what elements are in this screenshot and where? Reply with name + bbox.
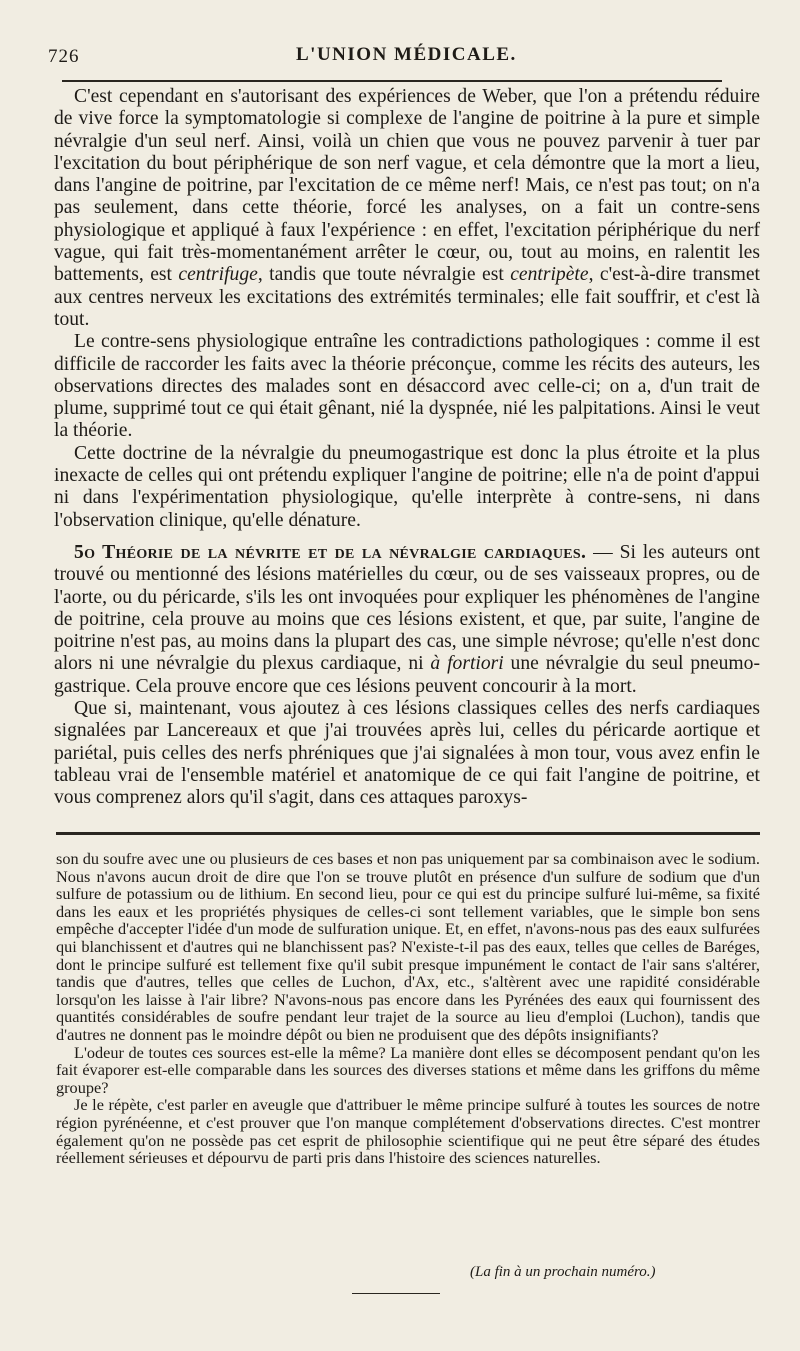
footnote-paragraph-odeur: L'odeur de toutes ces sources est-elle la même? La manière dont elles se décomposent pendant qu'on les fait évaporer est-elle comparable dans les sources des diverses stations et même dans les griffons du même groupe? xyxy=(56,1042,760,1097)
continuation-note: (La fin à un prochain numéro.) xyxy=(470,1264,656,1280)
footnote-paragraph-soufre: son du soufre avec une ou plusieurs de ces bases et non pas uniquement par sa combinaison avec le sodium. Nous n'avons aucun droit de dire que l'on se trouve plutôt en présence d'un sulfure de sodium que d'un sulfure de potassium ou de lithium. En second lieu, pour ce qui est du principe sulfuré lui-même, sa fixité dans les eaux et les propriétés physiques de celles-ci sont tellement variables, que le simple bon sens empêche d'accepter l'idée d'un mode de sulfuration unique. Et, en effet, n'avons-nous pas des eaux sulfurées qui blanchissent et d'autres qui ne blanchissent pas? N'existe-t-il pas des eaux, telles que celles de Baréges, dont le principe sulfuré est tellement fixe qu'il subit presque impunément le contact de l'air sans s'altérer, tandis que d'autres, telles que celles de Luchon, d'Ax, etc., s'altèrent avec une rapidité considérable lorsqu'on les laisse à l'air libre? N'avons-nous pas encore dans les Pyrénées des eaux qui fournissent des quantités considérables de soufre pendant leur trajet de la source au lieu d'emploi (Luchon), tandis que d'autres ne donnent pas le moindre dépôt ou bien ne produisent que des dépôts insignifiants? xyxy=(56,849,760,1044)
running-title: L'UNION MÉDICALE. xyxy=(296,44,517,65)
italic-centripete: centripète xyxy=(510,264,589,286)
paragraph-lesions: Que si, maintenant, vous ajoutez à ces lésions classiques celles des nerfs cardiaques signalées par Lancereaux et que j'ai trouvées après lui, celles du péricarde aortique et pariétal, puis celles des nerfs phréniques que j'ai signalées à mon tour, vous avez enfin le tableau vrai de l'ensemble matériel et anatomique de ce qui fait l'angine de poitrine, et vous comprenez alors qu'il s'agit, dans ces attaques paroxys- xyxy=(54,698,760,809)
italic-centrifuge: centrifuge xyxy=(178,264,258,286)
page-header xyxy=(48,42,728,72)
paragraph-section-5 xyxy=(54,542,760,698)
section-5-text-b: une névralgie du seul pneumo-gastrique. Cela prouve encore que ces lésions peuvent concourir à la mort. xyxy=(54,653,760,697)
footnote-rule xyxy=(56,832,760,835)
paragraph-weber-end: , c'est-à-dire transmet aux centres nerveux les excitations des extrémités terminales; elle fait souffrir, et c'est là tout. xyxy=(54,264,760,330)
footnote-block xyxy=(56,850,760,1167)
paragraph-weber xyxy=(54,86,760,331)
paragraph-contre-sens: Le contre-sens physiologique entraîne les contradictions pathologiques : comme il est difficile de raccorder les faits avec la théorie préconçue, comme les récits des auteurs, les observations directes des malades sont en désaccord avec celle-ci; on a, d'un trait de plume, supprimé tout ce qui était gênant, nié la dyspnée, nié les palpitations. Ainsi le veut la théorie. xyxy=(54,331,760,442)
paragraph-weber-text: C'est cependant en s'autorisant des expériences de Weber, que l'on a prétendu réduire de vive force la symptomatologie si complexe de l'angine de poitrine à la pure et simple névralgie d'un seul nerf. Ainsi, voilà un chien que vous ne pouvez parvenir à tuer par l'excitation du bout périphérique de son nerf vague, et cela démontre que la mort a lieu, dans l'angine de poitrine, par l'excitation de ce même nerf! Mais, ce n'est pas tout; on n'a pas seulement, dans cette théorie, forcé les analyses, on a fait un contre-sens physiologique et appliqué à faux l'expérience : en effet, l'excitation périphérique du nerf vague, qui fait très-momentanément arrêter le cœur, ou, tout au moins, en ralentit les battements, est xyxy=(54,86,760,286)
italic-a-fortiori: à fortiori xyxy=(430,653,504,675)
main-text xyxy=(54,86,760,810)
paragraph-weber-mid: , tandis que toute névralgie est xyxy=(257,264,504,286)
section-5-text-a: — Si les auteurs ont trouvé ou mentionné des lésions matérielles du cœur, ou de ses vaisseaux propres, ou de l'aorte, ou du péricarde, s'ils les ont invoquées pour expliquer les phénomènes de l'angine de poitrine, cela prouve au moins que ces lésions existent, et que, par suite, l'angine de poitrine n'est pas, au moins dans la plupart des cas, une simple névrose; qu'elle n'est donc alors ni une névralgie du plexus cardiaque, ni xyxy=(54,541,761,675)
end-rule xyxy=(352,1293,440,1294)
section-title: 5o Théorie de la névrite et de la névralgie cardiaques. xyxy=(74,541,587,563)
page-number: 726 xyxy=(48,46,80,67)
header-rule xyxy=(62,80,722,82)
paragraph-doctrine: Cette doctrine de la névralgie du pneumogastrique est donc la plus étroite et la plus inexacte de celles qui ont prétendu expliquer l'angine de poitrine; elle n'a de point d'appui ni dans l'expérimentation physiologique, qu'elle interprète à contre-sens, ni dans l'observation clinique, qu'elle dénature. xyxy=(54,442,760,531)
footnote-paragraph-repete: Je le répète, c'est parler en aveugle que d'attribuer le même principe sulfuré à toutes les sources de notre région pyrénéenne, et c'est prouver que l'on manque complétement d'observations directes. C'est montrer également qu'on ne possède pas cet esprit de philosophie scientifique qui ne peut être séparé des études réellement sérieuses et dépourvu de parti pris dans l'histoire des sciences naturelles. xyxy=(56,1095,760,1168)
